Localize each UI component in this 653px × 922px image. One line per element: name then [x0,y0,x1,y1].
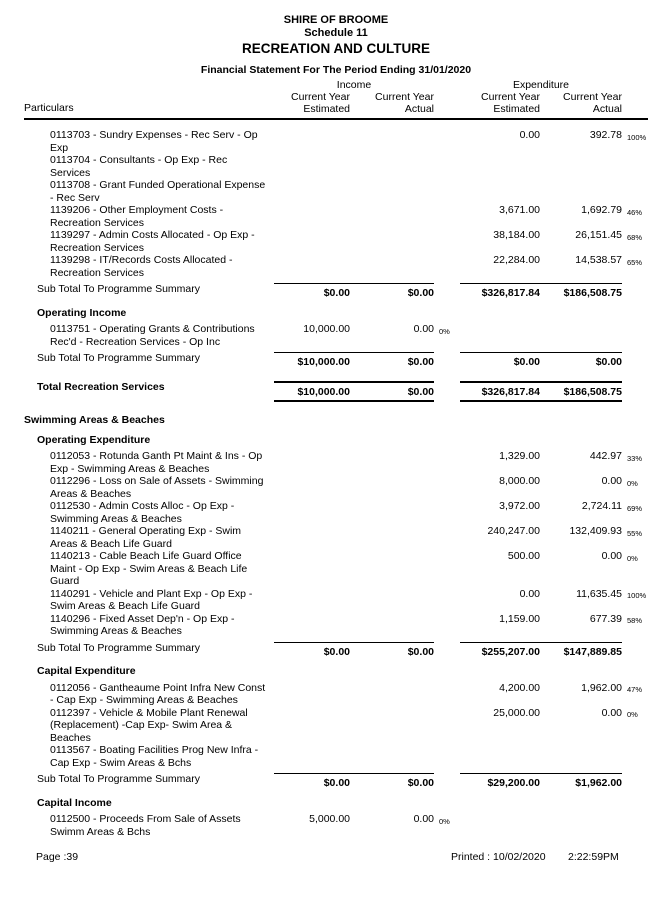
table-row-section [24,434,648,447]
cell-inc_pct [434,229,460,254]
expenditure-estimated-column-header [460,91,540,115]
cell-exp_act: 392.78 [589,129,622,141]
program-title: RECREATION AND CULTURE [242,41,430,56]
cell-inc_est [274,665,350,678]
cell-inc_est [274,682,350,707]
cell-exp_est: 1,329.00 [499,450,540,462]
cell-label: 0113704 - Consultants - Op Exp - Rec Services [50,154,228,179]
cell-exp_est: 240,247.00 [487,525,540,537]
table-row-account [24,588,648,613]
cell-inc_est [274,475,350,500]
cell-inc_act [350,434,434,447]
cell-inc_pct [434,283,460,300]
cell-inc_pct [434,707,460,745]
cell-inc_est [274,414,350,427]
cell-inc_est [274,588,350,613]
column-header-line: Current Year [563,91,622,103]
cell-inc_act: $0.00 [350,381,434,403]
cell-inc_pct [434,744,460,769]
cell-inc_est [274,797,350,810]
cell-label: 1140296 - Fixed Asset Dep'n - Op Exp - Swimming Areas & Beaches [50,612,235,637]
cell-inc_act [350,307,434,320]
cell-inc_pct [434,475,460,500]
cell-exp_act: 1,692.79 [581,204,622,216]
report-header [24,0,648,77]
cell-exp_act: 26,151.45 [575,229,622,241]
cell-exp_pct [622,773,648,790]
cell-exp_pct: 47% [627,685,643,694]
cell-exp_est [460,813,540,838]
cell-exp_pct [622,414,648,427]
spacer [434,91,460,115]
cell-inc_act: $0.00 [350,283,434,300]
cell-exp_pct: 55% [627,528,643,538]
cell-inc_est: $0.00 [274,642,350,659]
cell-exp_est: 500.00 [507,550,540,562]
cell-inc_act [350,550,434,588]
column-header-line: Current Year [291,91,350,103]
cell-label: Operating Expenditure [37,433,151,446]
table-row-account [24,154,648,179]
cell-exp_est: 4,200.00 [499,681,540,694]
cell-inc_pct [434,773,460,790]
cell-inc_pct [434,352,460,369]
cell-inc_est [274,154,350,179]
cell-exp_est [460,434,540,447]
cell-inc_act [350,744,434,769]
cell-label: Operating Income [37,306,127,319]
cell-exp_pct [622,434,648,447]
cell-exp_est: 38,184.00 [493,229,540,241]
cell-exp_est: $29,200.00 [460,773,540,790]
cell-exp_pct [622,665,648,678]
table-row-account [24,254,648,279]
cell-label: 1139297 - Admin Costs Allocated - Op Exp - Recreation Services [50,229,255,254]
cell-label: 1139298 - IT/Records Costs Allocated -Recreation Services [50,254,233,279]
cell-inc_pct [434,525,460,550]
cell-inc_act [350,525,434,550]
expenditure-group-header: Expenditure [512,79,570,91]
table-row-total [24,381,648,403]
table-row-account [24,707,648,745]
cell-inc_est [274,229,350,254]
cell-exp_act: $186,508.75 [540,381,622,403]
cell-label: 1139206 - Other Employment Costs - Recreation Services [50,204,224,229]
income-actual-column-header [350,91,434,115]
table-row-subtotal [24,773,648,790]
cell-inc_pct: 0% [439,326,450,336]
cell-exp_est: $0.00 [460,352,540,369]
cell-label: Sub Total To Programme Summary [37,283,201,295]
cell-exp_est: 3,972.00 [499,500,540,512]
cell-label: 0112056 - Gantheaume Point Infra New Const - Cap Exp - Swimming Areas & Beaches [50,681,266,706]
cell-exp_act [540,434,622,447]
cell-exp_act: 442.97 [589,450,622,462]
cell-exp_pct: 58% [627,616,643,625]
cell-inc_act [350,707,434,745]
cell-exp_est: $326,817.84 [460,381,540,403]
cell-exp_act [540,665,622,678]
cell-exp_est: 3,671.00 [499,204,540,216]
cell-inc_act [350,154,434,179]
cell-exp_act: 0.00 [601,706,622,719]
cell-exp_est: 25,000.00 [493,706,540,719]
cell-exp_act [540,813,622,838]
table-body [24,120,648,838]
schedule-label: Schedule 11 [304,27,368,39]
cell-exp_est: $255,207.00 [460,642,540,659]
income-group-header: Income [336,79,372,91]
cell-inc_act: $0.00 [350,352,434,369]
cell-inc_act: $0.00 [350,773,434,790]
cell-inc_est [274,434,350,447]
table-row-subtotal [24,283,648,300]
cell-exp_act: 2,724.11 [581,500,622,512]
cell-inc_pct [434,588,460,613]
cell-exp_act: 0.00 [601,475,622,487]
cell-inc_pct [434,307,460,320]
table-row-account [24,500,648,525]
cell-inc_pct [434,550,460,588]
cell-inc_est: 5,000.00 [309,813,350,825]
table-header [24,79,648,120]
report-footer [24,851,648,865]
cell-inc_est [274,450,350,475]
table-row-program [24,414,648,427]
cell-exp_pct [622,744,648,769]
table-row-account [24,550,648,588]
cell-exp_est [460,154,540,179]
cell-inc_pct [434,665,460,678]
cell-inc_act: 0.00 [413,813,434,825]
cell-inc_pct [434,414,460,427]
cell-inc_act [350,665,434,678]
table-row-account [24,129,648,154]
cell-exp_pct: 46% [627,207,643,217]
table-row-section [24,307,648,320]
cell-inc_act [350,414,434,427]
cell-inc_pct [434,129,460,154]
cell-inc_pct [434,500,460,525]
cell-exp_act: $147,889.85 [540,642,622,659]
cell-inc_pct [434,797,460,810]
cell-exp_act [540,154,622,179]
cell-label: 0112530 - Admin Costs Alloc - Op Exp - Swimming Areas & Beaches [50,500,235,525]
organisation-name: SHIRE OF BROOME [283,14,389,26]
cell-exp_pct [622,813,648,838]
cell-exp_est [460,323,540,348]
table-row-account [24,613,648,638]
cell-inc_pct [434,179,460,204]
cell-exp_pct [622,797,648,810]
table-row-account [24,525,648,550]
cell-label: 0112053 - Rotunda Ganth Pt Maint & Ins - Op Exp - Swimming Areas & Beaches [50,450,263,475]
cell-exp_pct: 65% [627,257,643,267]
table-row-account [24,682,648,707]
printed-date: Printed : 10/02/2020 [451,851,546,863]
cell-exp_pct [622,283,648,300]
cell-exp_pct [622,381,648,403]
cell-exp_est [460,414,540,427]
cell-label: 0112500 - Proceeds From Sale of Assets Swimm Areas & Bchs [50,813,241,838]
table-row-account [24,323,648,348]
particulars-column-header: Particulars [24,102,74,114]
printed-time: 2:22:59PM [568,851,619,863]
cell-exp_act: $1,962.00 [540,773,622,790]
cell-exp_act [540,323,622,348]
cell-label: 0113708 - Grant Funded Operational Expense - Rec Serv [50,179,266,204]
cell-inc_act [350,204,434,229]
cell-inc_act [350,797,434,810]
cell-label: Sub Total To Programme Summary [37,352,201,364]
cell-label: 0112397 - Vehicle & Mobile Plant Renewal (Replacement) -Cap Exp- Swim Area & Beaches [50,706,248,744]
table-row-section [24,665,648,678]
cell-inc_act [350,588,434,613]
spacer [24,79,274,91]
cell-exp_act: $0.00 [540,352,622,369]
cell-inc_est [274,525,350,550]
cell-inc_pct [434,642,460,659]
cell-inc_pct: 0% [439,816,450,826]
cell-exp_pct: 0% [627,710,638,719]
cell-exp_pct: 100% [627,132,647,142]
table-row-account [24,229,648,254]
cell-exp_act: $186,508.75 [540,283,622,300]
cell-inc_pct [434,450,460,475]
cell-inc_est: $10,000.00 [274,352,350,369]
page-number: Page :39 [36,851,79,863]
cell-inc_pct [434,154,460,179]
cell-label: Sub Total To Programme Summary [37,641,201,654]
expenditure-actual-column-header [540,91,622,115]
cell-exp_pct [622,307,648,320]
cell-exp_act [540,307,622,320]
cell-inc_est [274,613,350,638]
cell-label: 0112296 - Loss on Sale of Assets - Swimming Areas & Beaches [50,475,264,500]
cell-exp_est [460,665,540,678]
cell-inc_act [350,475,434,500]
cell-inc_act [350,229,434,254]
cell-exp_pct: 0% [627,478,638,488]
cell-inc_act [350,682,434,707]
cell-exp_pct: 69% [627,503,643,513]
table-row-account [24,204,648,229]
cell-exp_pct: 68% [627,232,643,242]
cell-exp_est [460,179,540,204]
cell-label: 0113751 - Operating Grants & Contributions Rec'd - Recreation Services - Op Inc [50,323,255,348]
spacer [622,91,648,115]
cell-inc_est: $0.00 [274,773,350,790]
cell-label: Capital Income [37,796,112,809]
cell-exp_act: 677.39 [589,612,622,625]
cell-label: Sub Total To Programme Summary [37,773,201,785]
cell-exp_est [460,307,540,320]
cell-exp_act: 1,962.00 [581,681,622,694]
cell-label: 1140291 - Vehicle and Plant Exp - Op Exp - Swim Areas & Beach Life Guard [50,587,253,612]
column-header-line: Current Year [481,91,540,103]
table-row-subtotal [24,642,648,659]
cell-exp_pct [622,352,648,369]
cell-exp_est: 22,284.00 [493,254,540,266]
cell-inc_act [350,613,434,638]
table-row-account [24,744,648,769]
cell-exp_est: $326,817.84 [460,283,540,300]
cell-label: 1140211 - General Operating Exp - Swim Areas & Beach Life Guard [50,525,242,550]
cell-inc_est: 10,000.00 [303,323,350,335]
cell-exp_est [460,797,540,810]
table-row-account [24,450,648,475]
cell-label: 0113703 - Sundry Expenses - Rec Serv - Op Exp [50,129,258,154]
cell-exp_pct [622,179,648,204]
cell-inc_act [350,129,434,154]
cell-inc_pct [434,682,460,707]
cell-inc_pct [434,434,460,447]
cell-exp_act [540,797,622,810]
cell-inc_est [274,744,350,769]
cell-label: Swimming Areas & Beaches [24,414,165,426]
cell-inc_act [350,500,434,525]
cell-inc_est [274,550,350,588]
cell-exp_act: 11,635.45 [576,587,622,600]
cell-inc_pct [434,613,460,638]
cell-exp_est: 0.00 [519,587,540,600]
cell-inc_act [350,450,434,475]
cell-inc_act [350,179,434,204]
cell-inc_act: $0.00 [350,642,434,659]
table-row-account [24,179,648,204]
cell-inc_est [274,204,350,229]
cell-inc_est [274,254,350,279]
cell-inc_est: $0.00 [274,283,350,300]
table-row-account [24,475,648,500]
cell-exp_est [460,744,540,769]
table-row-section [24,797,648,810]
spacer [622,79,648,91]
column-header-line: Current Year [375,91,434,103]
income-estimated-column-header [274,91,350,115]
report-page [24,0,648,838]
cell-label: Capital Expenditure [37,665,136,677]
spacer [434,79,460,91]
cell-exp_pct: 0% [627,553,638,563]
column-header-line: Actual [592,103,622,115]
column-header-line: Estimated [303,103,350,115]
cell-label: 1140213 - Cable Beach Life Guard Office Maint - Op Exp - Swim Areas & Beach Life Guard [50,550,248,587]
cell-exp_est: 8,000.00 [499,475,540,487]
cell-inc_pct [434,381,460,403]
cell-exp_est: 0.00 [519,129,540,141]
table-row-account [24,813,648,838]
column-group-row [24,79,648,91]
cell-inc_est [274,179,350,204]
column-header-line: Actual [404,103,434,115]
cell-inc_est [274,707,350,745]
cell-inc_est: $10,000.00 [274,381,350,403]
cell-exp_pct [622,642,648,659]
cell-inc_est [274,129,350,154]
cell-inc_act: 0.00 [413,323,434,335]
statement-period-line: Financial Statement For The Period Ending 31/01/2020 [200,64,472,76]
cell-inc_pct [434,204,460,229]
cell-inc_pct [434,254,460,279]
cell-exp_pct: 33% [627,453,643,463]
column-header-line: Estimated [493,103,540,115]
cell-exp_act: 0.00 [601,550,622,562]
cell-exp_pct [622,154,648,179]
cell-exp_act [540,179,622,204]
cell-label: Total Recreation Services [37,380,165,393]
cell-exp_act: 132,409.93 [569,525,622,537]
cell-exp_est: 1,159.00 [499,612,540,625]
cell-inc_est [274,307,350,320]
cell-exp_pct: 100% [627,591,647,600]
cell-inc_est [274,500,350,525]
cell-label: 0113567 - Boating Facilities Prog New Infra - Cap Exp - Swim Areas & Bchs [50,744,259,769]
cell-inc_act [350,254,434,279]
cell-exp_act [540,744,622,769]
cell-exp_pct [622,323,648,348]
cell-exp_act: 14,538.57 [575,254,622,266]
table-row-subtotal [24,352,648,369]
cell-exp_act [540,414,622,427]
